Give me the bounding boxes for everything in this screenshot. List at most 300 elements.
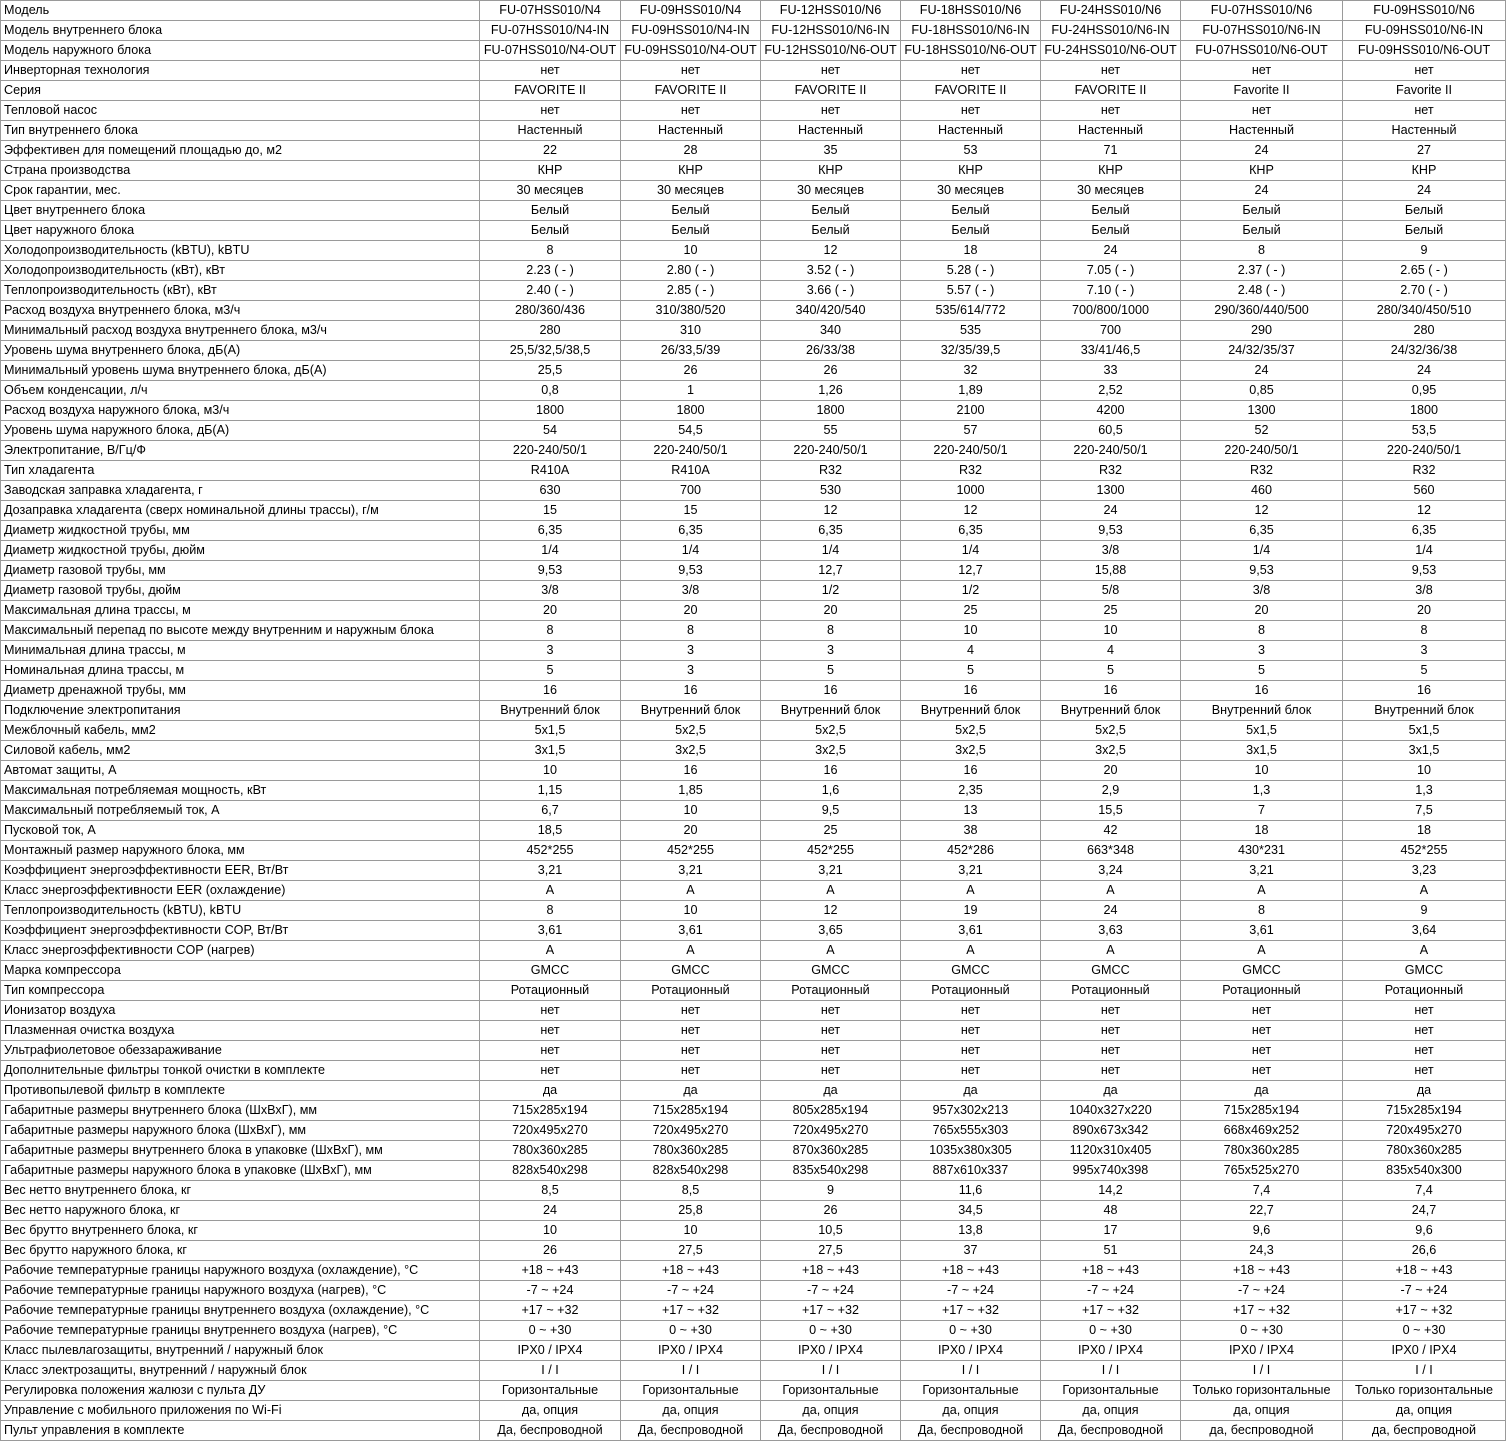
row-label-cell: Эффективен для помещений площадью до, м2 (1, 141, 480, 161)
row-label-cell: Пусковой ток, А (1, 821, 480, 841)
value-cell: нет (761, 61, 901, 81)
value-cell: 52 (1181, 421, 1343, 441)
value-cell: 6,35 (761, 521, 901, 541)
value-cell: A (761, 941, 901, 961)
value-cell: A (1041, 941, 1181, 961)
table-row (1, 621, 1506, 641)
value-cell: 3,61 (480, 921, 621, 941)
row-label-cell: Диаметр газовой трубы, дюйм (1, 581, 480, 601)
value-cell: 280 (1343, 321, 1506, 341)
value-cell: 452*286 (901, 841, 1041, 861)
value-cell: нет (621, 61, 761, 81)
value-cell: Favorite II (1343, 81, 1506, 101)
value-cell: 20 (761, 601, 901, 621)
table-row (1, 201, 1506, 221)
table-row (1, 1181, 1506, 1201)
value-cell: FU-09HSS010/N4-IN (621, 21, 761, 41)
value-cell: A (480, 881, 621, 901)
value-cell: 9,6 (1181, 1221, 1343, 1241)
value-cell: Белый (1343, 201, 1506, 221)
table-row (1, 1001, 1506, 1021)
value-cell: 4 (1041, 641, 1181, 661)
value-cell: да, опция (621, 1401, 761, 1421)
table-row (1, 541, 1506, 561)
value-cell: 20 (480, 601, 621, 621)
table-row (1, 601, 1506, 621)
value-cell: да, опция (1181, 1401, 1343, 1421)
value-cell: 3/8 (1343, 581, 1506, 601)
value-cell: 42 (1041, 821, 1181, 841)
value-cell: 8 (761, 621, 901, 641)
table-row (1, 641, 1506, 661)
table-row (1, 1081, 1506, 1101)
value-cell: 30 месяцев (761, 181, 901, 201)
value-cell: 2.80 ( - ) (621, 261, 761, 281)
value-cell: нет (1343, 1001, 1506, 1021)
value-cell: 805x285x194 (761, 1101, 901, 1121)
value-cell: 26 (761, 361, 901, 381)
value-cell: 663*348 (1041, 841, 1181, 861)
value-cell: Внутренний блок (901, 701, 1041, 721)
table-row (1, 681, 1506, 701)
value-cell: 5х2,5 (1041, 721, 1181, 741)
row-label-cell: Пульт управления в комплекте (1, 1421, 480, 1441)
value-cell: Горизонтальные (621, 1381, 761, 1401)
value-cell: 9 (1343, 241, 1506, 261)
table-row (1, 141, 1506, 161)
value-cell: 13 (901, 801, 1041, 821)
value-cell: нет (1343, 1041, 1506, 1061)
value-cell: 8,5 (480, 1181, 621, 1201)
value-cell: R32 (1181, 461, 1343, 481)
value-cell: 3,21 (621, 861, 761, 881)
value-cell: +18 ~ +43 (901, 1261, 1041, 1281)
row-label-cell: Расход воздуха внутреннего блока, м3/ч (1, 301, 480, 321)
value-cell: 700 (1041, 321, 1181, 341)
value-cell: A (1343, 881, 1506, 901)
value-cell: I / I (480, 1361, 621, 1381)
value-cell: FU-09HSS010/N6-IN (1343, 21, 1506, 41)
value-cell: Настенный (901, 121, 1041, 141)
value-cell: 26/33/38 (761, 341, 901, 361)
table-row (1, 661, 1506, 681)
value-cell: 8 (1181, 901, 1343, 921)
value-cell: Настенный (1181, 121, 1343, 141)
row-label-cell: Серия (1, 81, 480, 101)
row-label-cell: Тип компрессора (1, 981, 480, 1001)
value-cell: IPX0 / IPX4 (901, 1341, 1041, 1361)
row-label-cell: Класс энергоэффективности EER (охлаждение) (1, 881, 480, 901)
value-cell: A (1181, 881, 1343, 901)
value-cell: +17 ~ +32 (480, 1301, 621, 1321)
value-cell: 51 (1041, 1241, 1181, 1261)
value-cell: да, опция (1041, 1401, 1181, 1421)
row-label-cell: Максимальный потребляемый ток, А (1, 801, 480, 821)
value-cell: +18 ~ +43 (621, 1261, 761, 1281)
table-row (1, 161, 1506, 181)
value-cell: 0,8 (480, 381, 621, 401)
value-cell: 3 (621, 641, 761, 661)
value-cell: 3 (1181, 641, 1343, 661)
value-cell: 10 (621, 801, 761, 821)
row-label-cell: Максимальный перепад по высоте между внутренним и наружным блока (1, 621, 480, 641)
value-cell: 1,89 (901, 381, 1041, 401)
value-cell: 535 (901, 321, 1041, 341)
value-cell: 18,5 (480, 821, 621, 841)
value-cell: Favorite II (1181, 81, 1343, 101)
value-cell: нет (1041, 1021, 1181, 1041)
value-cell: 26/33,5/39 (621, 341, 761, 361)
value-cell: 560 (1343, 481, 1506, 501)
value-cell: нет (1181, 1021, 1343, 1041)
value-cell: 3х1,5 (1181, 741, 1343, 761)
value-cell: 25 (1041, 601, 1181, 621)
value-cell: A (480, 941, 621, 961)
value-cell: КНР (1343, 161, 1506, 181)
value-cell: 6,35 (901, 521, 1041, 541)
value-cell: 1040x327x220 (1041, 1101, 1181, 1121)
value-cell: 715x285x194 (1343, 1101, 1506, 1121)
value-cell: 1/4 (621, 541, 761, 561)
value-cell: GMCC (1041, 961, 1181, 981)
value-cell: 1/4 (761, 541, 901, 561)
row-label-cell: Страна производства (1, 161, 480, 181)
value-cell: +18 ~ +43 (1181, 1261, 1343, 1281)
value-cell: 12 (761, 501, 901, 521)
value-cell: 452*255 (621, 841, 761, 861)
row-label-cell: Коэффициент энергоэффективности EER, Вт/Вт (1, 861, 480, 881)
value-cell: -7 ~ +24 (1343, 1281, 1506, 1301)
value-cell: Белый (480, 221, 621, 241)
table-row (1, 801, 1506, 821)
value-cell: 3,61 (621, 921, 761, 941)
value-cell: 12 (761, 241, 901, 261)
table-row (1, 1341, 1506, 1361)
value-cell: A (901, 881, 1041, 901)
value-cell: 7 (1181, 801, 1343, 821)
value-cell: 27,5 (621, 1241, 761, 1261)
row-label-cell: Тип внутреннего блока (1, 121, 480, 141)
value-cell: 10 (480, 1221, 621, 1241)
table-row (1, 321, 1506, 341)
table-row (1, 941, 1506, 961)
value-cell: 19 (901, 901, 1041, 921)
value-cell: нет (480, 61, 621, 81)
value-cell: 1,85 (621, 781, 761, 801)
value-cell: 54 (480, 421, 621, 441)
value-cell: Внутренний блок (1181, 701, 1343, 721)
value-cell: 1800 (761, 401, 901, 421)
value-cell: 9,53 (621, 561, 761, 581)
value-cell: 12 (761, 901, 901, 921)
value-cell: нет (621, 1001, 761, 1021)
value-cell: 3х2,5 (1041, 741, 1181, 761)
row-label-cell: Минимальная длина трассы, м (1, 641, 480, 661)
value-cell: нет (480, 1061, 621, 1081)
value-cell: 0 ~ +30 (621, 1321, 761, 1341)
row-label-cell: Диаметр жидкостной трубы, мм (1, 521, 480, 541)
value-cell: КНР (901, 161, 1041, 181)
value-cell: нет (480, 101, 621, 121)
value-cell: 12 (901, 501, 1041, 521)
value-cell: 2,35 (901, 781, 1041, 801)
value-cell: 3х1,5 (1343, 741, 1506, 761)
value-cell: 0,95 (1343, 381, 1506, 401)
value-cell: 3,64 (1343, 921, 1506, 941)
value-cell: Настенный (480, 121, 621, 141)
row-label-cell: Габаритные размеры наружного блока в упаковке (ШхВхГ), мм (1, 1161, 480, 1181)
value-cell: 14,2 (1041, 1181, 1181, 1201)
value-cell: 17 (1041, 1221, 1181, 1241)
value-cell: нет (621, 1041, 761, 1061)
value-cell: 3 (621, 661, 761, 681)
value-cell: 10 (621, 901, 761, 921)
value-cell: 16 (901, 681, 1041, 701)
value-cell: 9,6 (1343, 1221, 1506, 1241)
value-cell: 1035x380x305 (901, 1141, 1041, 1161)
value-cell: нет (1343, 1021, 1506, 1041)
value-cell: нет (1041, 61, 1181, 81)
value-cell: 26 (621, 361, 761, 381)
table-row (1, 1301, 1506, 1321)
table-row (1, 441, 1506, 461)
value-cell: Настенный (761, 121, 901, 141)
value-cell: 5 (1181, 661, 1343, 681)
value-cell: 720x495x270 (480, 1121, 621, 1141)
value-cell: 48 (1041, 1201, 1181, 1221)
value-cell: +18 ~ +43 (480, 1261, 621, 1281)
value-cell: 890x673x342 (1041, 1121, 1181, 1141)
value-cell: FU-24HSS010/N6-IN (1041, 21, 1181, 41)
value-cell: 16 (621, 761, 761, 781)
table-row (1, 1121, 1506, 1141)
table-row (1, 1021, 1506, 1041)
value-cell: 3,65 (761, 921, 901, 941)
value-cell: 2,9 (1041, 781, 1181, 801)
table-row (1, 1041, 1506, 1061)
value-cell: нет (1181, 101, 1343, 121)
value-cell: -7 ~ +24 (901, 1281, 1041, 1301)
value-cell: 3 (761, 641, 901, 661)
table-row (1, 901, 1506, 921)
table-row (1, 1, 1506, 21)
value-cell: 9,53 (1343, 561, 1506, 581)
value-cell: нет (901, 1021, 1041, 1041)
value-cell: 5х1,5 (1181, 721, 1343, 741)
value-cell: 18 (1181, 821, 1343, 841)
row-label-cell: Диаметр жидкостной трубы, дюйм (1, 541, 480, 561)
value-cell: Белый (1343, 221, 1506, 241)
value-cell: 10 (1041, 621, 1181, 641)
value-cell: 37 (901, 1241, 1041, 1261)
row-label-cell: Класс энергоэффективности COP (нагрев) (1, 941, 480, 961)
value-cell: 1300 (1181, 401, 1343, 421)
value-cell: 1000 (901, 481, 1041, 501)
value-cell: I / I (1041, 1361, 1181, 1381)
table-row (1, 1321, 1506, 1341)
value-cell: 9 (1343, 901, 1506, 921)
value-cell: 3х1,5 (480, 741, 621, 761)
row-label-cell: Расход воздуха наружного блока, м3/ч (1, 401, 480, 421)
value-cell: 6,35 (1343, 521, 1506, 541)
value-cell: 715x285x194 (480, 1101, 621, 1121)
value-cell: да, опция (1343, 1401, 1506, 1421)
row-label-cell: Рабочие температурные границы наружного воздуха (нагрев), °С (1, 1281, 480, 1301)
row-label-cell: Минимальный уровень шума внутреннего блока, дБ(А) (1, 361, 480, 381)
table-row (1, 761, 1506, 781)
table-row (1, 921, 1506, 941)
value-cell: 15,88 (1041, 561, 1181, 581)
value-cell: A (1181, 941, 1343, 961)
value-cell: 715x285x194 (621, 1101, 761, 1121)
value-cell: R32 (1041, 461, 1181, 481)
value-cell: FU-07HSS010/N4-IN (480, 21, 621, 41)
table-row (1, 841, 1506, 861)
value-cell: 24 (1041, 901, 1181, 921)
value-cell: 5/8 (1041, 581, 1181, 601)
value-cell: IPX0 / IPX4 (480, 1341, 621, 1361)
value-cell: GMCC (1181, 961, 1343, 981)
value-cell: да (761, 1081, 901, 1101)
value-cell: Да, беспроводной (1041, 1421, 1181, 1441)
value-cell: FU-09HSS010/N4-OUT (621, 41, 761, 61)
value-cell: 5 (1343, 661, 1506, 681)
value-cell: R410A (621, 461, 761, 481)
table-row (1, 401, 1506, 421)
value-cell: 53 (901, 141, 1041, 161)
value-cell: -7 ~ +24 (621, 1281, 761, 1301)
value-cell: 290 (1181, 321, 1343, 341)
row-label-cell: Управление с мобильного приложения по Wi-Fi (1, 1401, 480, 1421)
table-row (1, 61, 1506, 81)
value-cell: 5х1,5 (480, 721, 621, 741)
value-cell: 2.37 ( - ) (1181, 261, 1343, 281)
row-label-cell: Противопылевой фильтр в комплекте (1, 1081, 480, 1101)
value-cell: 9 (761, 1181, 901, 1201)
value-cell: 765x525x270 (1181, 1161, 1343, 1181)
row-label-cell: Межблочный кабель, мм2 (1, 721, 480, 741)
value-cell: КНР (761, 161, 901, 181)
value-cell: 27 (1343, 141, 1506, 161)
value-cell: нет (1181, 61, 1343, 81)
value-cell: 7.05 ( - ) (1041, 261, 1181, 281)
table-row (1, 521, 1506, 541)
table-row (1, 361, 1506, 381)
row-label-cell: Рабочие температурные границы внутреннего воздуха (нагрев), °С (1, 1321, 480, 1341)
value-cell: 16 (901, 761, 1041, 781)
value-cell: 280/340/450/510 (1343, 301, 1506, 321)
value-cell: 870x360x285 (761, 1141, 901, 1161)
value-cell: 3,23 (1343, 861, 1506, 881)
value-cell: Ротационный (1041, 981, 1181, 1001)
row-label-cell: Рабочие температурные границы внутреннего воздуха (охлаждение), °С (1, 1301, 480, 1321)
table-row (1, 821, 1506, 841)
value-cell: 630 (480, 481, 621, 501)
value-cell: 780x360x285 (1181, 1141, 1343, 1161)
value-cell: 0 ~ +30 (1181, 1321, 1343, 1341)
row-label-cell: Монтажный размер наружного блока, мм (1, 841, 480, 861)
row-label-cell: Дозаправка хладагента (сверх номинальной длины трассы), г/м (1, 501, 480, 521)
row-label-cell: Дополнительные фильтры тонкой очистки в комплекте (1, 1061, 480, 1081)
value-cell: 1/4 (901, 541, 1041, 561)
table-row (1, 301, 1506, 321)
value-cell: 8 (1181, 621, 1343, 641)
value-cell: 5 (1041, 661, 1181, 681)
table-row (1, 221, 1506, 241)
value-cell: да (901, 1081, 1041, 1101)
value-cell: R32 (1343, 461, 1506, 481)
value-cell: 5.28 ( - ) (901, 261, 1041, 281)
value-cell: 6,35 (1181, 521, 1343, 541)
value-cell: 20 (1041, 761, 1181, 781)
value-cell: 6,35 (621, 521, 761, 541)
row-label-cell: Диаметр дренажной трубы, мм (1, 681, 480, 701)
value-cell: 16 (621, 681, 761, 701)
value-cell: нет (901, 1061, 1041, 1081)
value-cell: Внутренний блок (1041, 701, 1181, 721)
value-cell: 1/4 (1343, 541, 1506, 561)
row-label-cell: Максимальная потребляемая мощность, кВт (1, 781, 480, 801)
value-cell: I / I (1343, 1361, 1506, 1381)
value-cell: 460 (1181, 481, 1343, 501)
value-cell: 9,53 (1181, 561, 1343, 581)
value-cell: 13,8 (901, 1221, 1041, 1241)
value-cell: FU-07HSS010/N4-OUT (480, 41, 621, 61)
value-cell: 220-240/50/1 (1343, 441, 1506, 461)
value-cell: КНР (1181, 161, 1343, 181)
value-cell: нет (761, 1041, 901, 1061)
value-cell: -7 ~ +24 (761, 1281, 901, 1301)
value-cell: Белый (1181, 201, 1343, 221)
value-cell: 720x495x270 (1343, 1121, 1506, 1141)
value-cell: 957x302x213 (901, 1101, 1041, 1121)
value-cell: 15 (480, 501, 621, 521)
value-cell: A (1343, 941, 1506, 961)
table-row (1, 41, 1506, 61)
value-cell: +17 ~ +32 (1343, 1301, 1506, 1321)
value-cell: 16 (761, 761, 901, 781)
value-cell: 2.65 ( - ) (1343, 261, 1506, 281)
value-cell: 7.10 ( - ) (1041, 281, 1181, 301)
value-cell: 700 (621, 481, 761, 501)
value-cell: 71 (1041, 141, 1181, 161)
value-cell: 1/4 (1181, 541, 1343, 561)
value-cell: Ротационный (621, 981, 761, 1001)
value-cell: нет (480, 1001, 621, 1021)
value-cell: нет (1181, 1041, 1343, 1061)
value-cell: 5х2,5 (901, 721, 1041, 741)
value-cell: R32 (901, 461, 1041, 481)
value-cell: Ротационный (1181, 981, 1343, 1001)
value-cell: да (1181, 1081, 1343, 1101)
value-cell: +18 ~ +43 (1343, 1261, 1506, 1281)
value-cell: FU-24HSS010/N6 (1041, 1, 1181, 21)
value-cell: 15,5 (1041, 801, 1181, 821)
value-cell: 452*255 (480, 841, 621, 861)
value-cell: Внутренний блок (1343, 701, 1506, 721)
value-cell: 3,61 (901, 921, 1041, 941)
value-cell: IPX0 / IPX4 (1181, 1341, 1343, 1361)
value-cell: 5х2,5 (761, 721, 901, 741)
value-cell: 1800 (621, 401, 761, 421)
value-cell: 7,4 (1181, 1181, 1343, 1201)
value-cell: 24/32/36/38 (1343, 341, 1506, 361)
value-cell: 3,24 (1041, 861, 1181, 881)
value-cell: 33 (1041, 361, 1181, 381)
value-cell: 3,21 (901, 861, 1041, 881)
row-label-cell: Вес нетто наружного блока, кг (1, 1201, 480, 1221)
value-cell: нет (621, 101, 761, 121)
